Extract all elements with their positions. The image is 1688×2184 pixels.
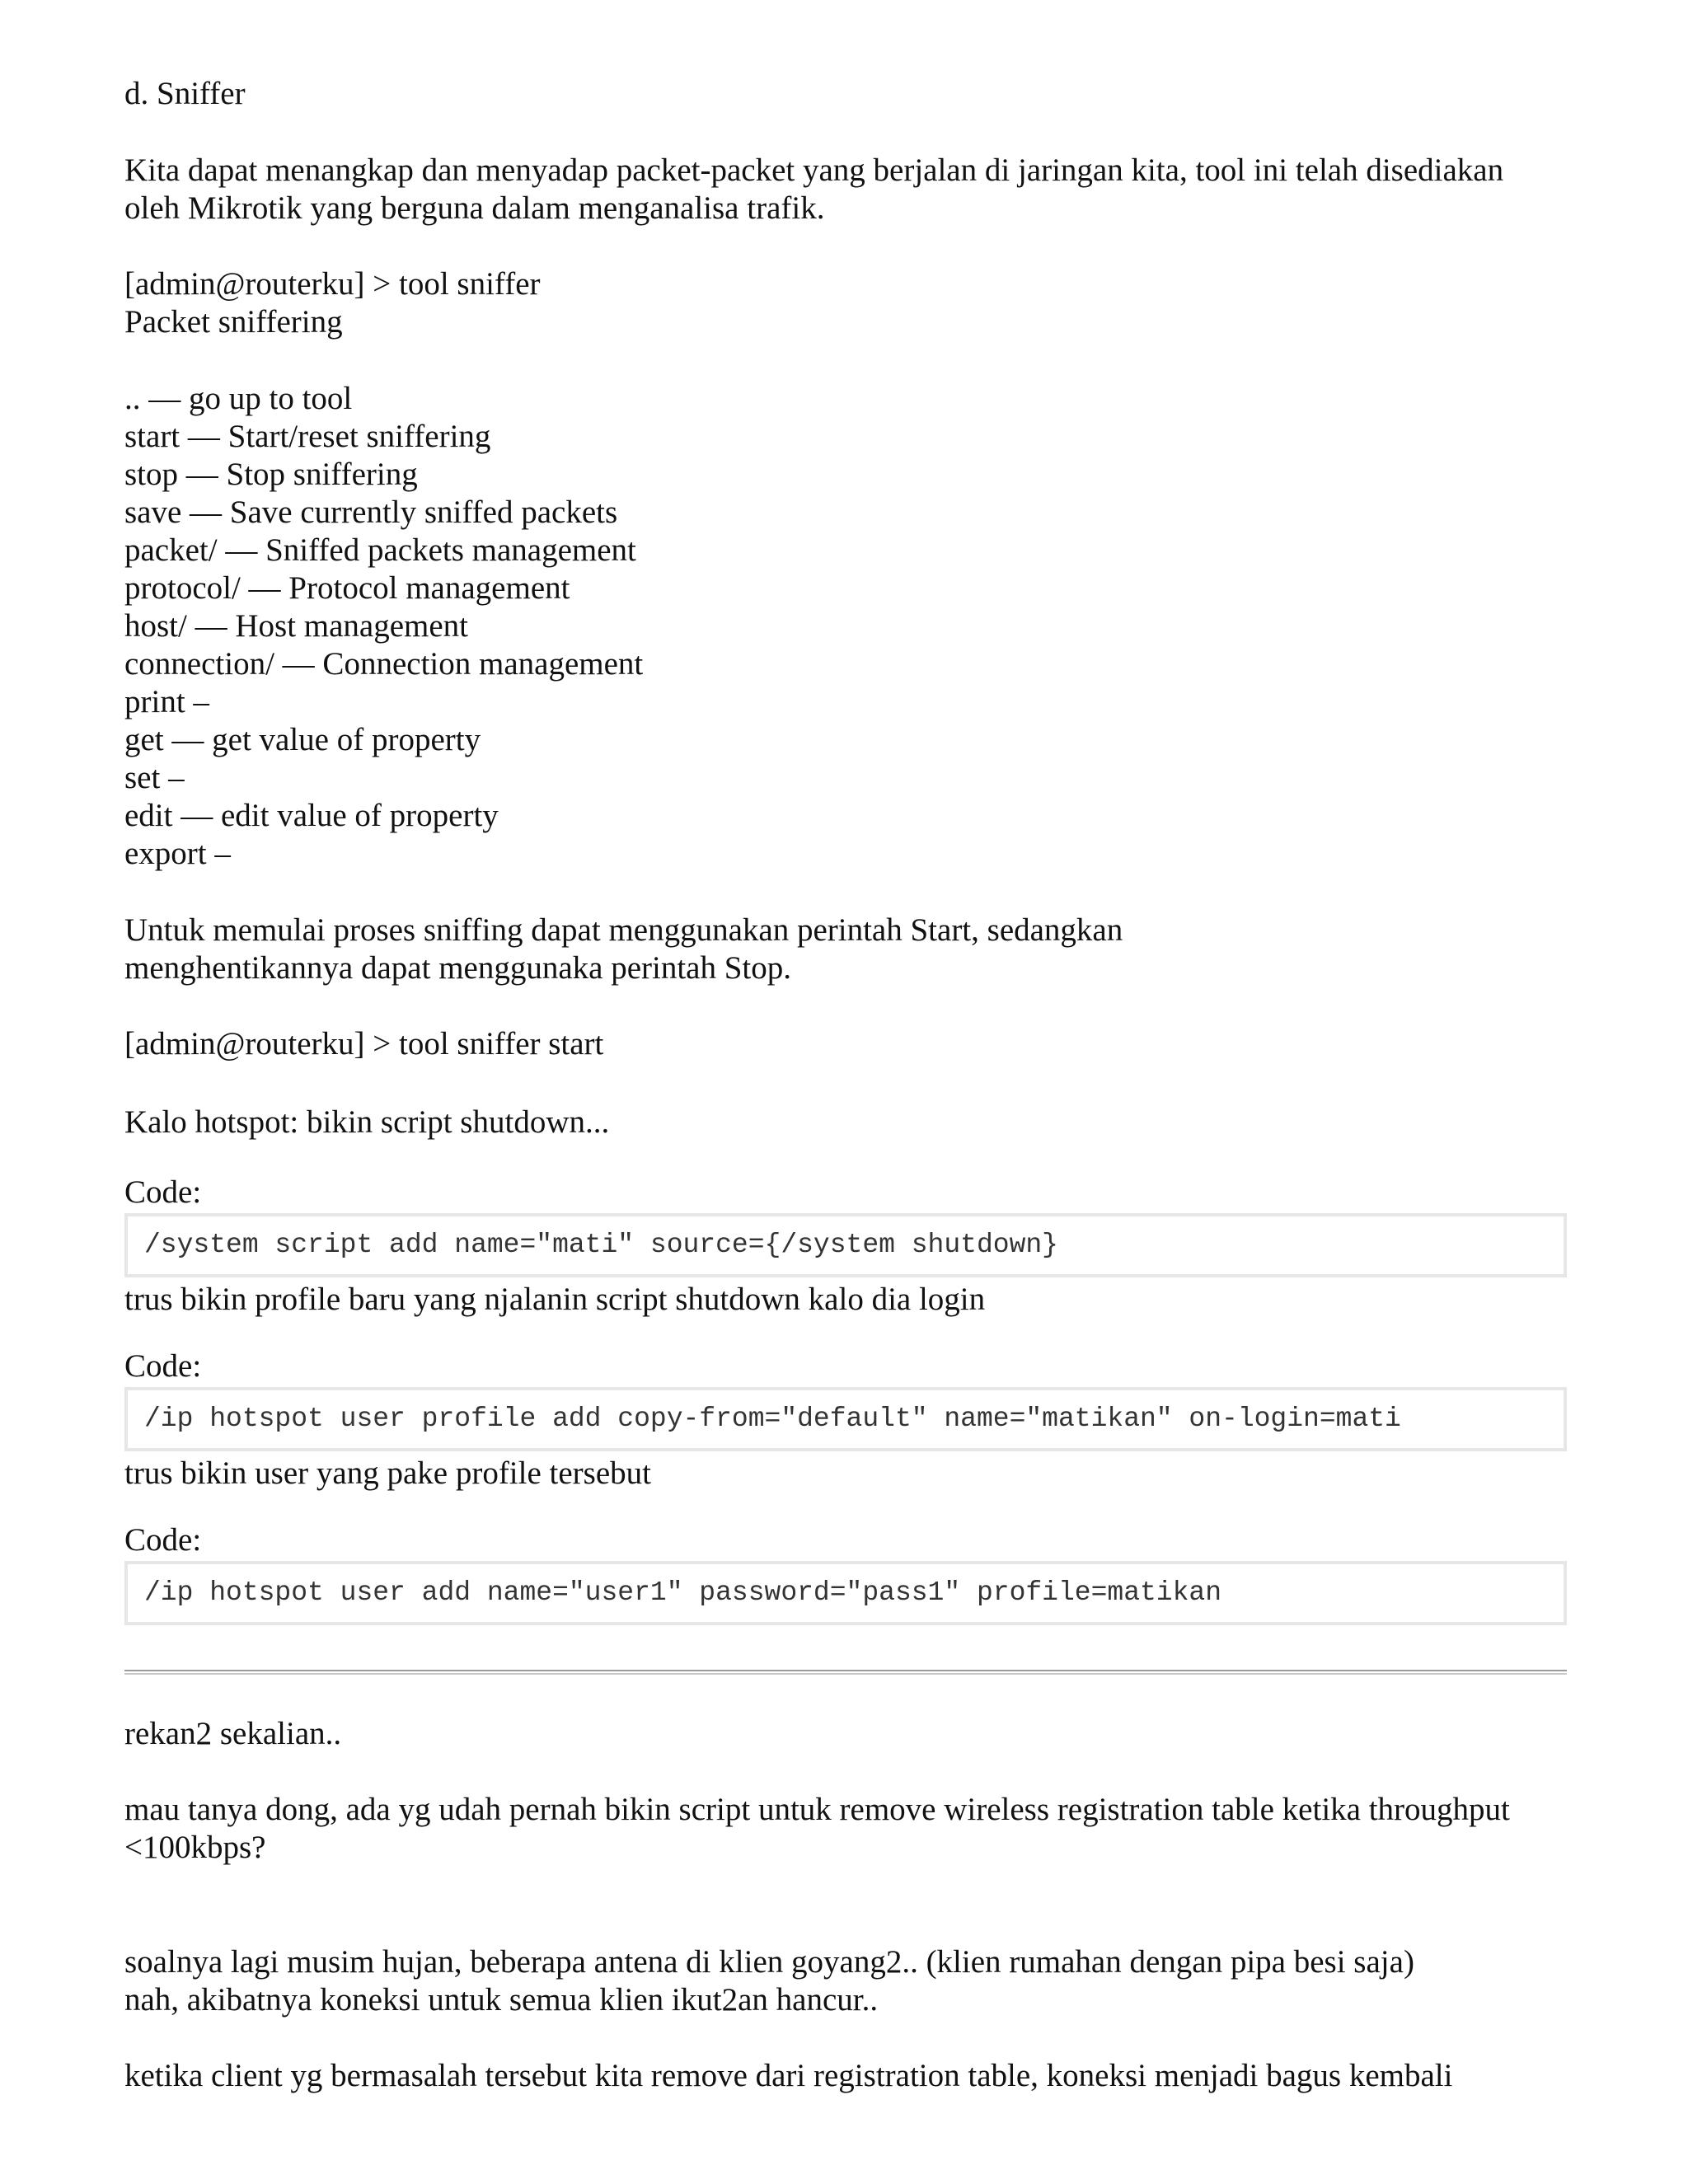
code-text: /ip hotspot user add name="user1" password="pass1" profile=matikan bbox=[144, 1577, 1222, 1608]
code-block[interactable] bbox=[124, 1387, 1567, 1451]
explanation-line-1: Untuk memulai proses sniffing dapat menggunakan perintah Start, sedangkan bbox=[124, 912, 1123, 948]
command-list-item: stop — Stop sniffering bbox=[124, 457, 418, 492]
code-label: Code: bbox=[124, 1348, 202, 1384]
reply-context-line-2: nah, akibatnya koneksi untuk semua klien ikut2an hancur.. bbox=[124, 1982, 879, 2018]
intro-line-2: oleh Mikrotik yang berguna dalam menganalisa trafik. bbox=[124, 190, 825, 226]
prompt-command: [admin@routerku] > tool sniffer bbox=[124, 266, 541, 302]
code-label: Code: bbox=[124, 1174, 202, 1210]
section-heading: d. Sniffer bbox=[124, 76, 246, 111]
intro-line-1: Kita dapat menangkap dan menyadap packet-packet yang berjalan di jaringan kita, tool ini telah disediakan bbox=[124, 152, 1504, 188]
command-list-item: start — Start/reset sniffering bbox=[124, 419, 491, 454]
reply-context-line-1: soalnya lagi musim hujan, beberapa antena di klien goyang2.. (klien rumahan dengan pipa besi saja) bbox=[124, 1944, 1414, 1980]
code-label: Code: bbox=[124, 1522, 202, 1558]
command-list-item: print – bbox=[124, 684, 209, 719]
explanation-line-2: menghentikannya dapat menggunaka perintah Stop. bbox=[124, 950, 792, 986]
command-list-item: packet/ — Sniffed packets management bbox=[124, 532, 636, 568]
after-code-text: trus bikin profile baru yang njalanin script shutdown kalo dia login bbox=[124, 1282, 986, 1317]
prompt-output: Packet sniffering bbox=[124, 304, 343, 340]
reply-question-line-2: <100kbps? bbox=[124, 1830, 266, 1865]
command-list-item: edit — edit value of property bbox=[124, 798, 499, 833]
command-list-item: protocol/ — Protocol management bbox=[124, 570, 570, 606]
command-list-item: export – bbox=[124, 836, 231, 871]
command-list-item: set – bbox=[124, 760, 185, 795]
horizontal-divider bbox=[124, 1670, 1567, 1675]
after-code-text: trus bikin user yang pake profile tersebut bbox=[124, 1455, 651, 1491]
code-text: /ip hotspot user profile add copy-from="default" name="matikan" on-login=mati bbox=[144, 1404, 1401, 1434]
command-list-item: host/ — Host management bbox=[124, 608, 469, 644]
command-list-item: get — get value of property bbox=[124, 722, 481, 757]
hotspot-intro: Kalo hotspot: bikin script shutdown... bbox=[124, 1104, 610, 1140]
start-command: [admin@routerku] > tool sniffer start bbox=[124, 1026, 604, 1062]
reply-greeting: rekan2 sekalian.. bbox=[124, 1716, 342, 1751]
code-text: /system script add name="mati" source={/system shutdown} bbox=[144, 1230, 1058, 1260]
code-block[interactable] bbox=[124, 1561, 1567, 1625]
command-list-item: connection/ — Connection management bbox=[124, 646, 644, 682]
code-block[interactable] bbox=[124, 1213, 1567, 1277]
reply-question-line-1: mau tanya dong, ada yg udah pernah bikin script untuk remove wireless registration table ketika throughput bbox=[124, 1792, 1510, 1827]
reply-observation: ketika client yg bermasalah tersebut kita remove dari registration table, koneksi menjadi bagus kembali bbox=[124, 2058, 1453, 2093]
command-list-item: .. — go up to tool bbox=[124, 381, 353, 416]
command-list-item: save — Save currently sniffed packets bbox=[124, 494, 618, 530]
